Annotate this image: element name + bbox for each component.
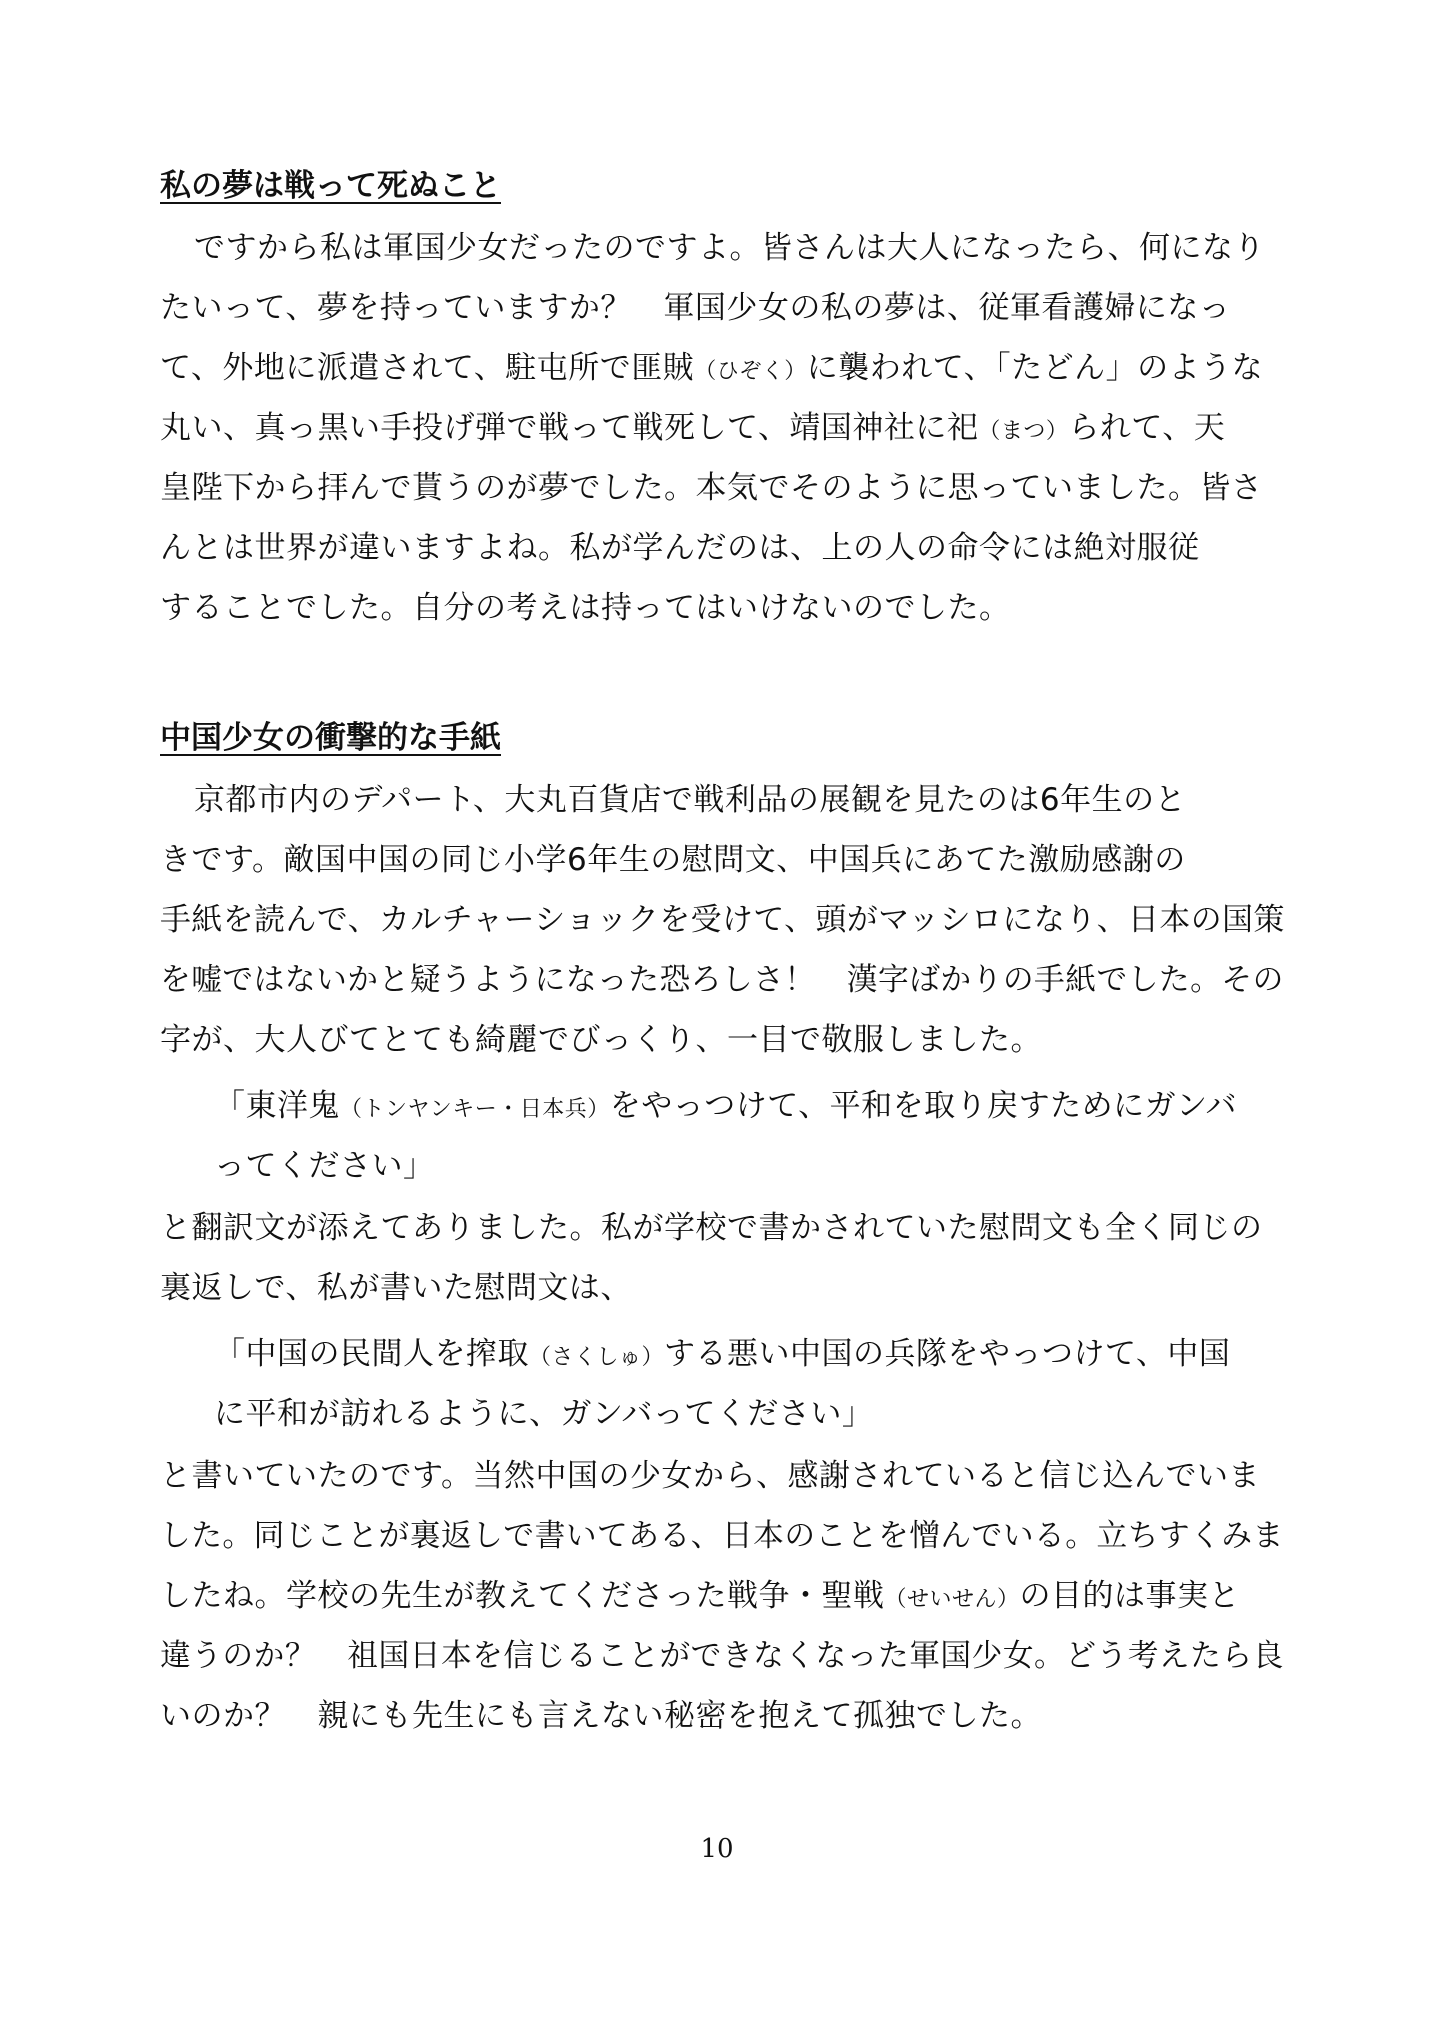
furigana-note: （トンヤンキー・日本兵） xyxy=(340,1097,610,1122)
furigana-note: （せいせん） xyxy=(884,1587,1020,1612)
paragraph-line: きです。敵国中国の同じ小学6年生の慰問文、中国兵にあてた激励感謝の xyxy=(160,842,1186,878)
paragraph-line: と書いていたのです。当然中国の少女から、感謝されていると信じ込んでいま xyxy=(160,1458,1261,1494)
paragraph-line: 裏返しで、私が書いた慰問文は、 xyxy=(160,1270,632,1306)
paragraph-line: 字が、大人びてとても綺麗でびっくり、一目で敬服しました。 xyxy=(160,1022,1042,1058)
section-heading-letter: 中国少女の衝撃的な手紙 xyxy=(160,720,501,756)
quote-line: 「東洋鬼（トンヤンキー・日本兵）をやっつけて、平和を取り戻すためにガンバ xyxy=(214,1088,1237,1124)
paragraph-line: 丸い、真っ黒い手投げ弾で戦って戦死して、靖国神社に祀（まつ）られて、天 xyxy=(160,410,1226,446)
paragraph-line: することでした。自分の考えは持ってはいけないのでした。 xyxy=(160,590,1011,626)
paragraph-line: した。同じことが裏返しで書いてある、日本のことを憎んでいる。立ちすくみま xyxy=(160,1518,1284,1554)
furigana-note: （さくしゅ） xyxy=(529,1345,665,1370)
paragraph-line: 手紙を読んで、カルチャーショックを受けて、頭がマッシロになり、日本の国策 xyxy=(160,902,1285,938)
paragraph-line: んとは世界が違いますよね。私が学んだのは、上の人の命令には絶対服従 xyxy=(160,530,1200,566)
page-number: 10 xyxy=(700,1834,734,1864)
furigana-note: （まつ） xyxy=(978,419,1069,444)
quote-line: に平和が訪れるように、ガンバってください」 xyxy=(214,1396,874,1432)
paragraph-line: て、外地に派遣されて、駐屯所で匪賊（ひぞく）に襲われて、「たどん」のような xyxy=(160,350,1264,386)
paragraph-line: いのか？ 親にも先生にも言えない秘密を抱えて孤独でした。 xyxy=(160,1698,1042,1734)
furigana-note: （ひぞく） xyxy=(694,359,807,384)
paragraph-line: 違うのか？ 祖国日本を信じることができなくなった軍国少女。どう考えたら良 xyxy=(160,1638,1284,1674)
paragraph-line: 京都市内のデパート、大丸百貨店で戦利品の展観を見たのは6年生のと xyxy=(194,782,1187,818)
paragraph-line: 皇陛下から拝んで貰うのが夢でした。本気でそのように思っていました。皆さ xyxy=(160,470,1263,506)
quote-line: ってください」 xyxy=(214,1148,435,1184)
section-heading-dream: 私の夢は戦って死ぬこと xyxy=(160,168,501,204)
paragraph-line: たいって、夢を持っていますか？ 軍国少女の私の夢は、従軍看護婦になっ xyxy=(160,290,1231,326)
quote-line: 「中国の民間人を搾取（さくしゅ）する悪い中国の兵隊をやっつけて、中国 xyxy=(214,1336,1231,1372)
paragraph-line: ですから私は軍国少女だったのですよ。皆さんは大人になったら、何になり xyxy=(194,230,1265,266)
paragraph-line: を嘘ではないかと疑うようになった恐ろしさ！ 漢字ばかりの手紙でした。その xyxy=(160,962,1284,998)
paragraph-line: したね。学校の先生が教えてくださった戦争・聖戦（せいせん）の目的は事実と xyxy=(160,1578,1241,1614)
paragraph-line: と翻訳文が添えてありました。私が学校で書かされていた慰問文も全く同じの xyxy=(160,1210,1263,1246)
